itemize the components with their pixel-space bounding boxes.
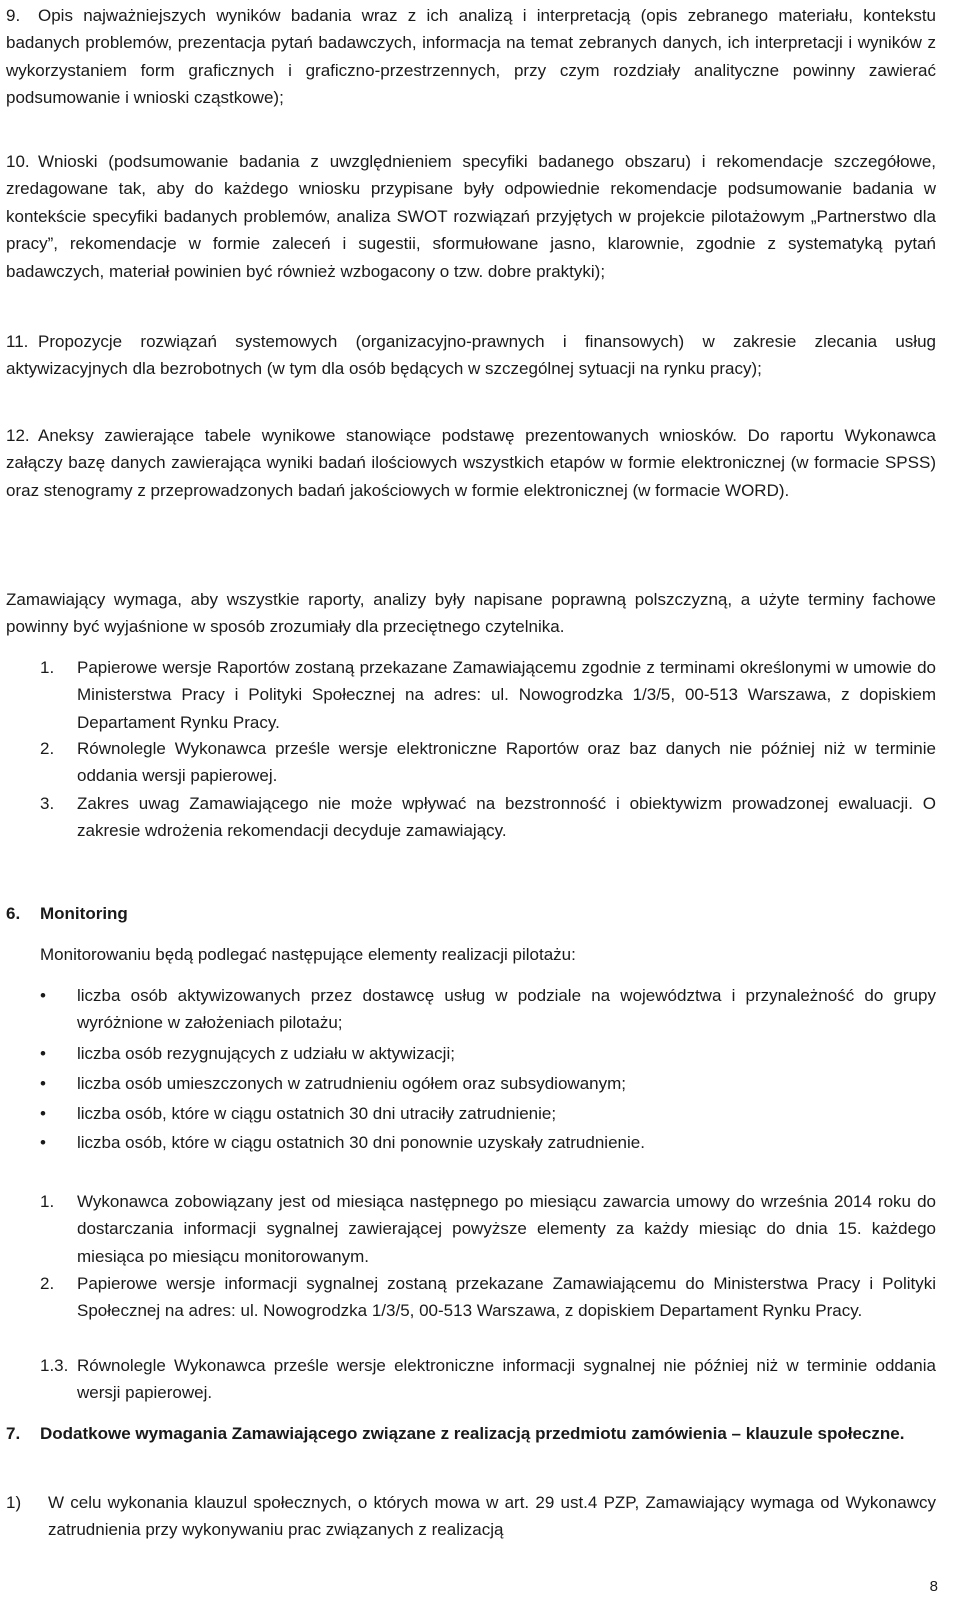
item-number: 3. <box>40 794 55 813</box>
section-number: 7. <box>6 1424 21 1443</box>
section-title: Monitoring <box>40 904 128 923</box>
requirement-paragraph: Zamawiający wymaga, aby wszystkie raporty, analizy były napisane poprawną polszczyzną, a użyte terminy fachowe powinny być wyjaśnione w sposób zrozumiały dla przeciętnego czytelnika. <box>6 590 936 637</box>
page-number: 8 <box>929 1578 938 1595</box>
item-text: Papierowe wersje informacji sygnalnej zostaną przekazane Zamawiającemu do Ministerstwa Pracy i Polityki Społecznej na adres: ul. Nowogrodzka 1/3/5, 00-513 Warszawa, z dopiskiem Departament Rynku Pracy. <box>77 1274 936 1321</box>
item-number: 1) <box>6 1493 22 1512</box>
monitoring-list-item-1 <box>40 1188 936 1270</box>
item-number: 2. <box>40 739 55 758</box>
item-number: 11. <box>6 332 29 351</box>
item-number: 9. <box>6 6 21 25</box>
item-text: Zakres uwag Zamawiającego nie może wpływać na bezstronność i obiektywizm prowadzonej ewaluacji. O zakresie wdrożenia rekomendacji decyduje zamawiający. <box>77 794 936 841</box>
item-text: Propozycje rozwiązań systemowych (organizacyjno-prawnych i finansowych) w zakresie zlecania usług aktywizacyjnych dla bezrobotnych (w tym dla osób będących w szczególnej sytuacji na rynku pracy); <box>6 332 936 379</box>
item-number: 1. <box>40 1192 55 1211</box>
item-number: 1. <box>40 658 55 677</box>
bullet-item <box>40 1040 936 1067</box>
item-text: Równolegle Wykonawca prześle wersje elektroniczne Raportów oraz baz danych nie później niż w terminie oddania wersji papierowej. <box>77 739 936 786</box>
monitoring-list-item-2 <box>40 1270 936 1325</box>
item-text: Wnioski (podsumowanie badania z uwzględnieniem specyfiki badanego obszaru) i rekomendacje szczegółowe, zredagowane tak, aby do każdego wniosku przypisane były odpowiednie rekomendacje podsumowanie badania w kontekście specyfiki badanych problemów, analiza SWOT rozwiązań przyjętych w projekcie pilotażowym „Partnerstwo dla pracy”, rekomendacje w formie zaleceń i sugestii, sformułowane jasno, klarownie, zgodnie z systematyką pytań badawczych, materiał powinien być również wzbogacony o tzw. dobre praktyki); <box>6 152 936 281</box>
bullet-item <box>40 1070 936 1097</box>
item-text: Opis najważniejszych wyników badania wraz z ich analizą i interpretacją (opis zebranego materiału, kontekstu badanych problemów, prezentacja pytań badawczych, informacja na temat zebranych danych, ich interpretacji i wyników z wykorzystaniem form graficznych i graficzno-przestrzennych, przy czym rozdziały analityczne powinny zawierać podsumowanie i wnioski cząstkowe); <box>6 6 936 108</box>
bullet-text: liczba osób, które w ciągu ostatnich 30 dni utraciły zatrudnienie; <box>77 1104 557 1123</box>
bullet-item <box>40 1129 936 1156</box>
bullet-icon: • <box>40 1104 46 1123</box>
bullet-text: liczba osób, które w ciągu ostatnich 30 dni ponownie uzyskały zatrudnienie. <box>77 1133 645 1152</box>
bullet-icon: • <box>40 1074 46 1093</box>
item-text: W celu wykonania klauzul społecznych, o których mowa w art. 29 ust.4 PZP, Zamawiający wymaga od Wykonawcy zatrudnienia przy wykonywaniu prac związanych z realizacją <box>48 1493 936 1540</box>
report-list-item-1 <box>40 654 936 736</box>
list-item-9 <box>6 2 936 112</box>
section-7-item-1 <box>6 1489 936 1544</box>
report-list-item-2 <box>40 735 936 790</box>
bullet-text: liczba osób umieszczonych w zatrudnieniu ogółem oraz subsydiowanym; <box>77 1074 626 1093</box>
section-6-heading <box>6 900 936 927</box>
report-list-item-3 <box>40 790 936 845</box>
list-item-10 <box>6 148 936 285</box>
item-text: Równolegle Wykonawca prześle wersje elektroniczne informacji sygnalnej nie później niż w terminie oddania wersji papierowej. <box>77 1356 936 1403</box>
item-text: Wykonawca zobowiązany jest od miesiąca następnego po miesiącu zawarcia umowy do września 2014 roku do dostarczania informacji sygnalnej zawierającej powyższe elementy za każdy miesiąc do dnia 15. każdego miesiąca po miesiącu monitorowanym. <box>77 1192 936 1266</box>
item-text: Aneksy zawierające tabele wynikowe stanowiące podstawę prezentowanych wniosków. Do raportu Wykonawca załączy bazę danych zawierająca wyniki badań ilościowych wszystkich etapów w formie elektronicznej (w formacie SPSS) oraz stenogramy z przeprowadzonych badań jakościowych w formie elektronicznej (w formacie WORD). <box>6 426 936 500</box>
item-text: Papierowe wersje Raportów zostaną przekazane Zamawiającemu zgodnie z terminami określonymi w umowie do Ministerstwa Pracy i Polityki Społecznej na adres: ul. Nowogrodzka 1/3/5, 00-513 Warszawa, z dopiskiem Departament Rynku Pracy. <box>77 658 936 732</box>
bullet-icon: • <box>40 1044 46 1063</box>
item-number: 2. <box>40 1274 55 1293</box>
bullet-item <box>40 982 936 1037</box>
section-title: Dodatkowe wymagania Zamawiającego związane z realizacją przedmiotu zamówienia – klauzule społeczne. <box>40 1424 905 1443</box>
bullet-icon: • <box>40 1133 46 1152</box>
list-item-12 <box>6 422 936 504</box>
section-6-intro: Monitorowaniu będą podlegać następujące elementy realizacji pilotażu: <box>40 945 576 964</box>
item-number: 12. <box>6 426 30 445</box>
section-7-heading <box>6 1420 936 1447</box>
monitoring-list-item-3 <box>40 1352 936 1407</box>
bullet-item <box>40 1100 936 1127</box>
bullet-text: liczba osób rezygnujących z udziału w aktywizacji; <box>77 1044 455 1063</box>
list-item-11 <box>6 328 936 383</box>
item-number: 10. <box>6 152 30 171</box>
bullet-text: liczba osób aktywizowanych przez dostawcę usług w podziale na województwa i przynależność do grupy wyróżnione w założeniach pilotażu; <box>77 986 936 1033</box>
section-number: 6. <box>6 904 21 923</box>
item-number: 1.3. <box>40 1356 69 1375</box>
bullet-icon: • <box>40 986 46 1005</box>
